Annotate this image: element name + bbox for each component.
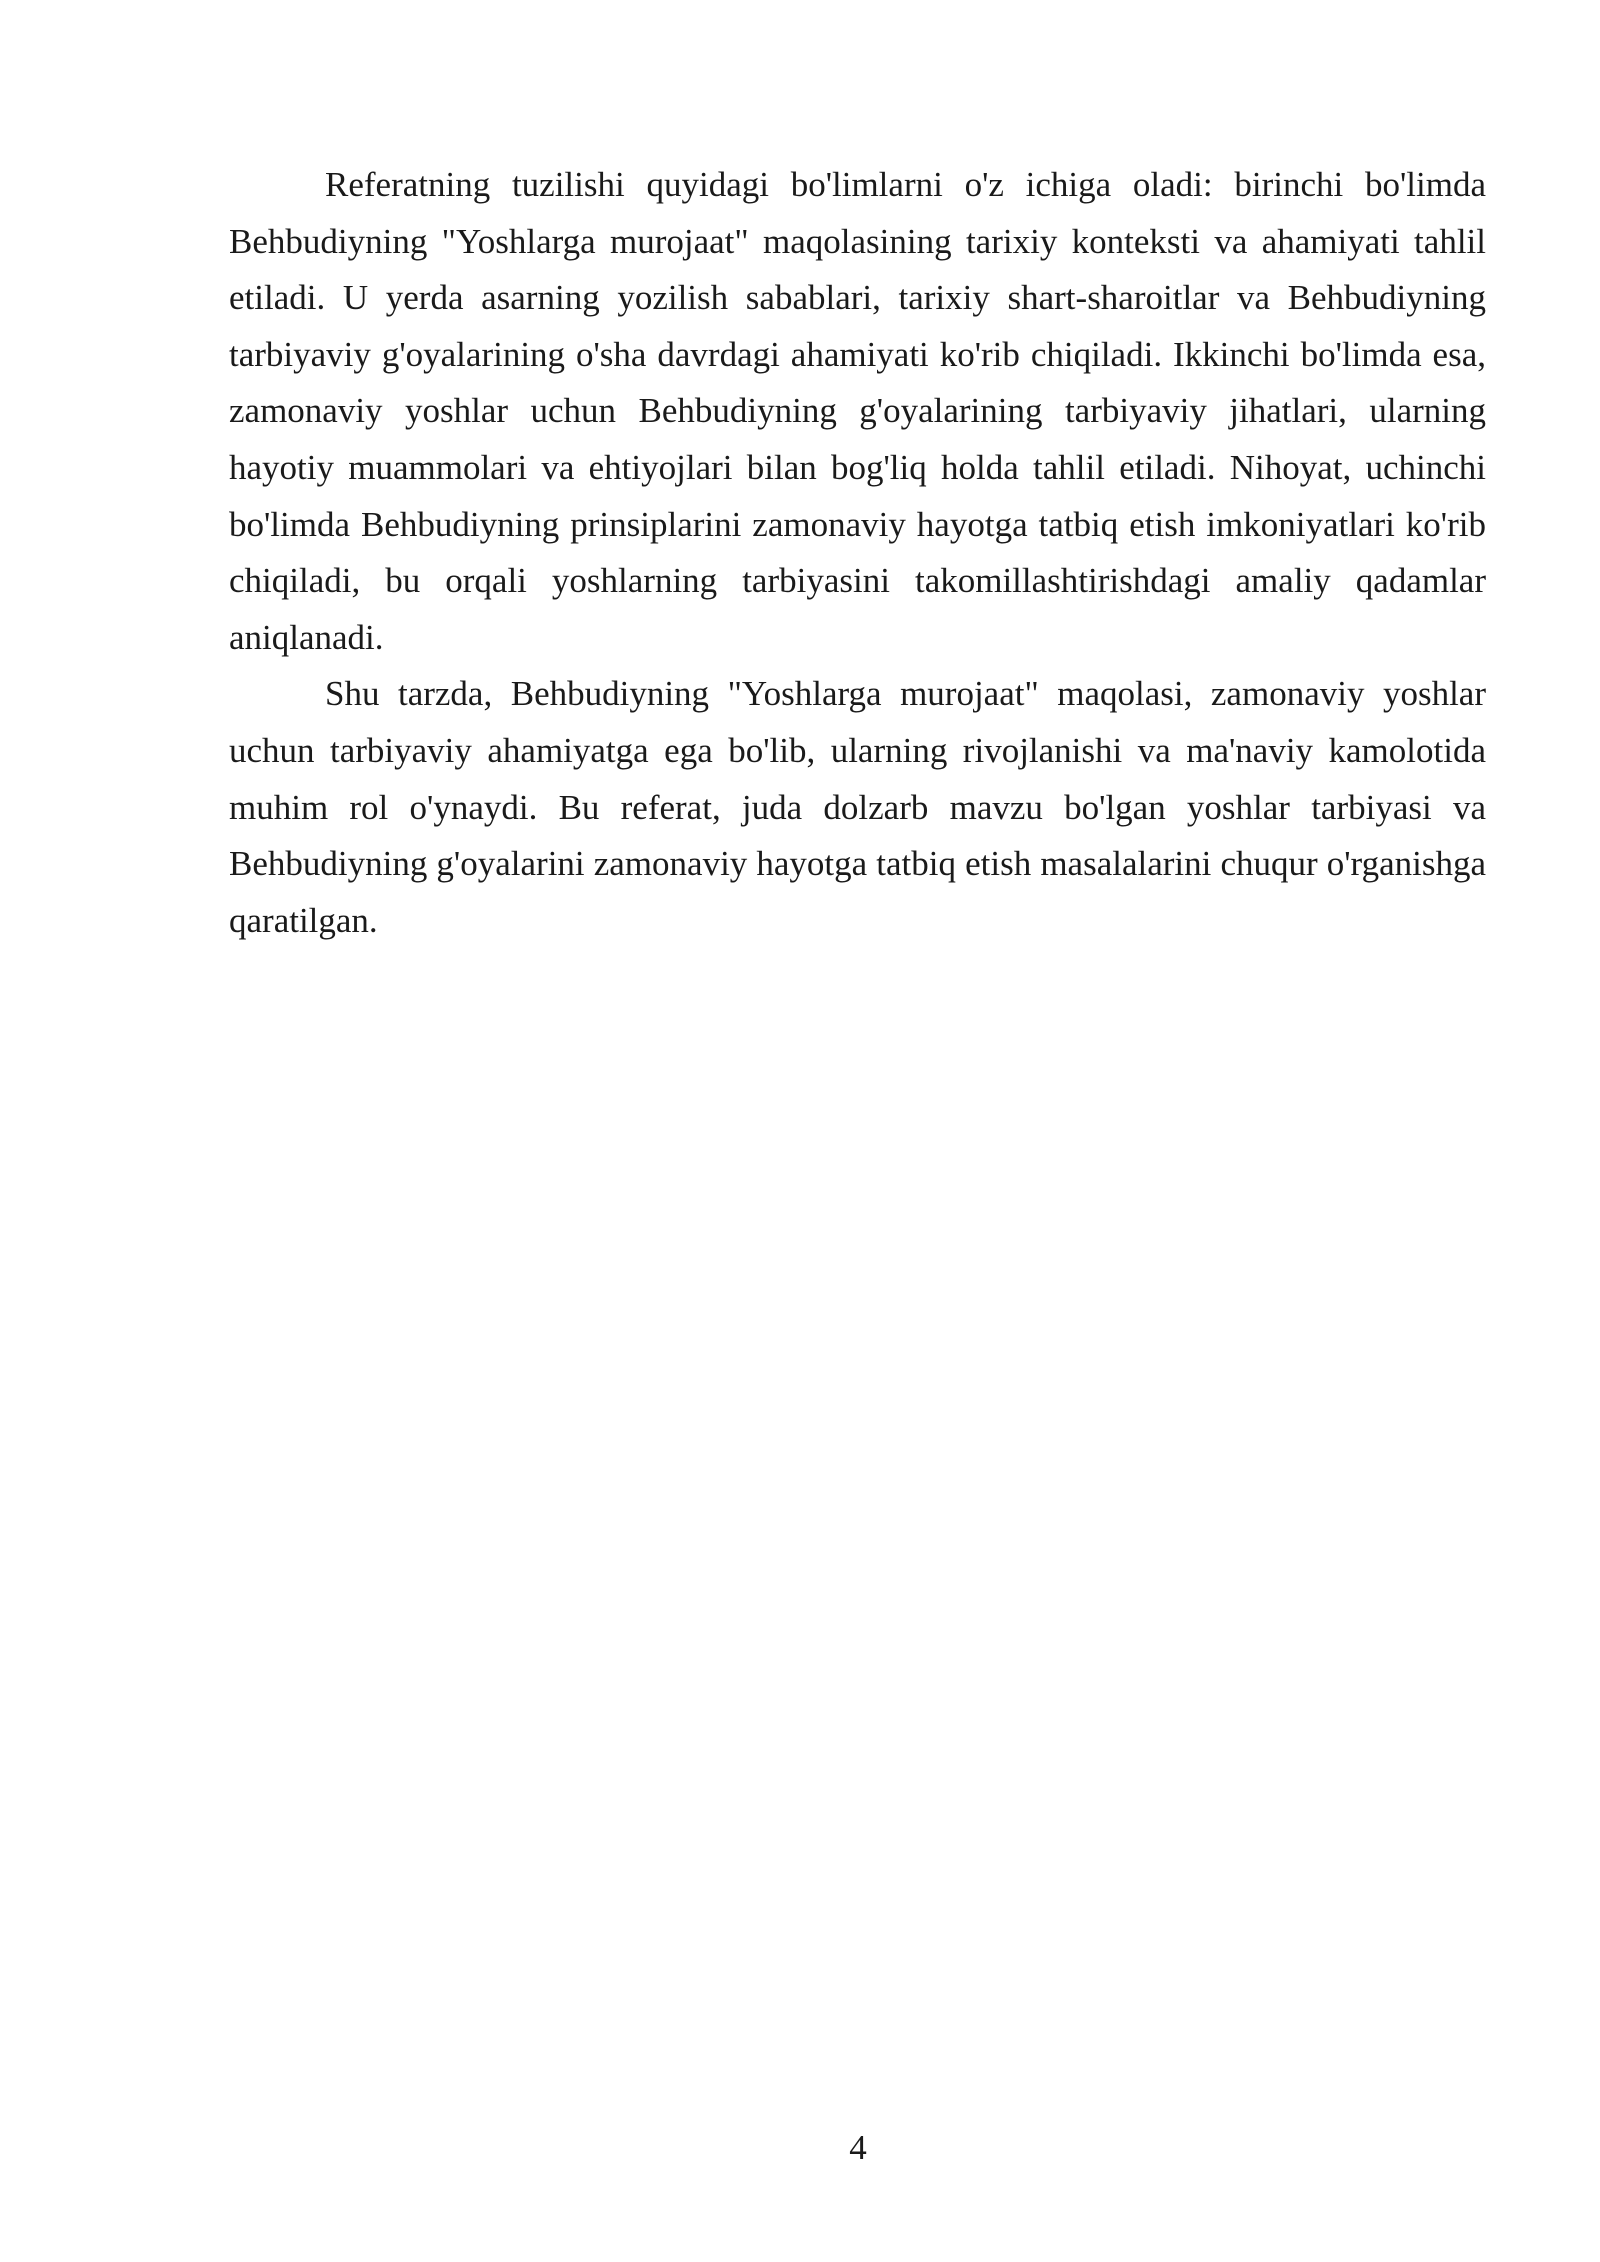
page-number: 4 (849, 2128, 867, 2167)
paragraph-conclusion: Shu tarzda, Behbudiyning "Yoshlarga murojaat" maqolasi, zamonaviy yoshlar uchun tarbiyaviy ahamiyatga ega bo'lib, ularning rivojlanishi va ma'naviy kamolotida muhim rol o'ynaydi. Bu referat, juda dolzarb mavzu bo'lgan yoshlar tarbiyasi va Behbudiyning g'oyalarini zamonaviy hayotga tatbiq etish masalalarini chuqur o'rganishga qaratilgan. (229, 674, 1486, 940)
document-body (229, 157, 1486, 949)
paragraph-structure: Referatning tuzilishi quyidagi bo'limlarni o'z ichiga oladi: birinchi bo'limda Behbudiyning "Yoshlarga murojaat" maqolasining tarixiy konteksti va ahamiyati tahlil etiladi. U yerda asarning yozilish sabablari, tarixiy shart-sharoitlar va Behbudiyning tarbiyaviy g'oyalarining o'sha davrdagi ahamiyati ko'rib chiqiladi. Ikkinchi bo'limda esa, zamonaviy yoshlar uchun Behbudiyning g'oyalarining tarbiyaviy jihatlari, ularning hayotiy muammolari va ehtiyojlari bilan bog'liq holda tahlil etiladi. Nihoyat, uchinchi bo'limda Behbudiyning prinsiplarini zamonaviy hayotga tatbiq etish imkoniyatlari ko'rib chiqiladi, bu orqali yoshlarning tarbiyasini takomillashtirishdagi amaliy qadamlar aniqlanadi. (229, 165, 1486, 657)
